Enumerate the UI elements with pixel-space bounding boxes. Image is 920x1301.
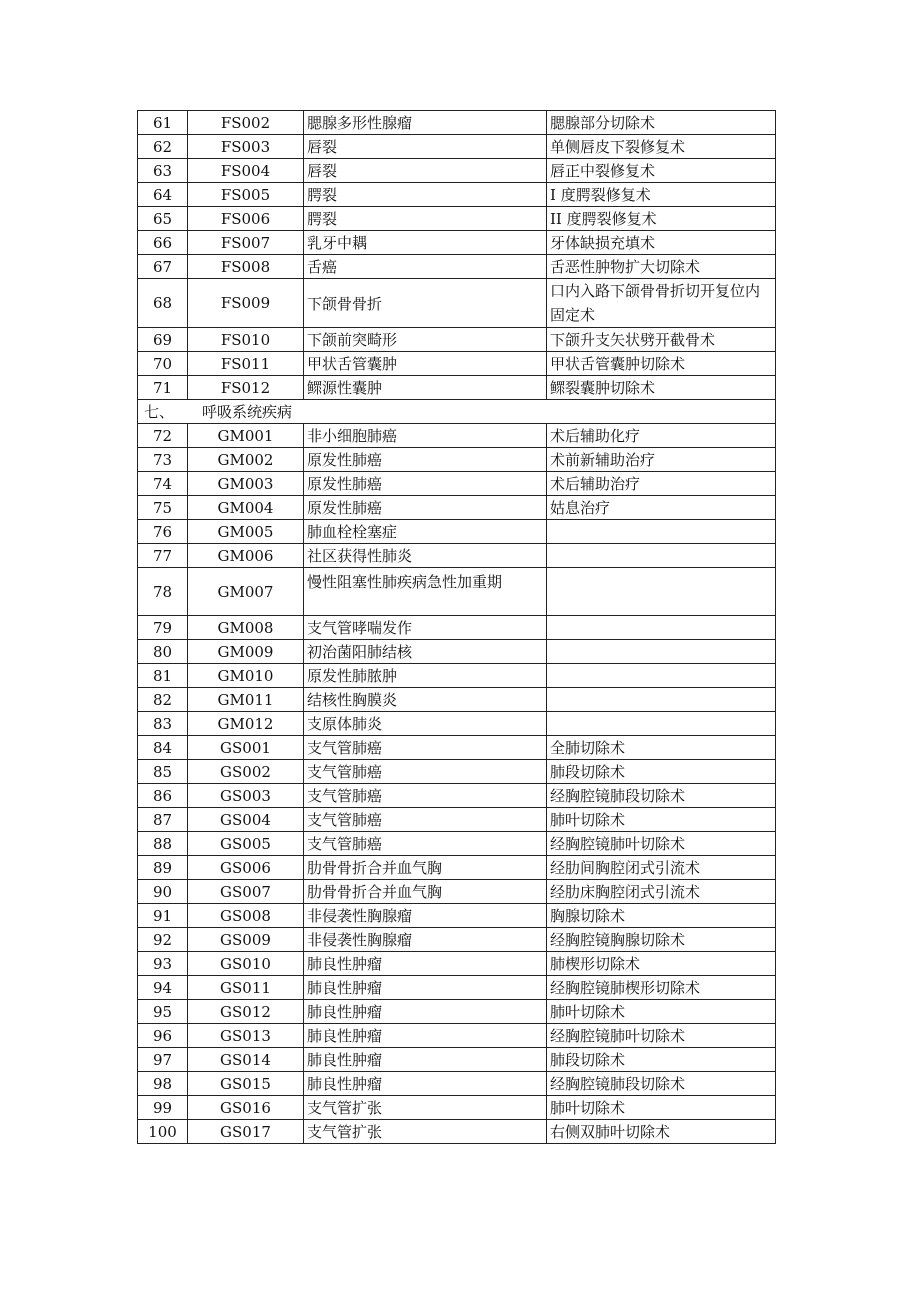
row-procedure: 肺楔形切除术 <box>547 952 776 976</box>
table-row <box>138 1072 776 1096</box>
row-code: GM005 <box>188 520 304 544</box>
row-code: GS013 <box>188 1024 304 1048</box>
row-code: FS012 <box>188 376 304 400</box>
row-number: 87 <box>138 808 188 832</box>
row-procedure: 经肋间胸腔闭式引流术 <box>547 856 776 880</box>
table-row <box>138 496 776 520</box>
table-row <box>138 376 776 400</box>
table-row <box>138 904 776 928</box>
table-row <box>138 880 776 904</box>
row-disease: 肋骨骨折合并血气胸 <box>304 880 547 904</box>
row-number: 67 <box>138 255 188 279</box>
row-procedure: 鳏裂囊肿切除术 <box>547 376 776 400</box>
row-number: 68 <box>138 279 188 328</box>
row-procedure: 术后辅助治疗 <box>547 472 776 496</box>
table-row <box>138 207 776 231</box>
row-disease: 腭裂 <box>304 183 547 207</box>
row-code: GS016 <box>188 1096 304 1120</box>
row-procedure: 肺叶切除术 <box>547 1000 776 1024</box>
row-code: GM002 <box>188 448 304 472</box>
row-number: 70 <box>138 352 188 376</box>
row-disease: 甲状舌管囊肿 <box>304 352 547 376</box>
row-number: 90 <box>138 880 188 904</box>
table-row <box>138 448 776 472</box>
row-procedure: 甲状舌管囊肿切除术 <box>547 352 776 376</box>
row-code: GM008 <box>188 616 304 640</box>
row-procedure: 肺叶切除术 <box>547 808 776 832</box>
row-code: GS008 <box>188 904 304 928</box>
table-row <box>138 784 776 808</box>
row-number: 76 <box>138 520 188 544</box>
row-code: GS007 <box>188 880 304 904</box>
row-number: 97 <box>138 1048 188 1072</box>
row-procedure: 右侧双肺叶切除术 <box>547 1120 776 1144</box>
row-disease: 非小细胞肺癌 <box>304 424 547 448</box>
row-procedure: 单侧唇皮下裂修复术 <box>547 135 776 159</box>
row-disease: 慢性阻塞性肺疾病急性加重期 <box>304 568 547 616</box>
table-row <box>138 760 776 784</box>
row-code: FS006 <box>188 207 304 231</box>
row-disease: 肺良性肿瘤 <box>304 952 547 976</box>
row-disease: 原发性肺脓肿 <box>304 664 547 688</box>
row-disease: 支气管扩张 <box>304 1096 547 1120</box>
row-number: 74 <box>138 472 188 496</box>
row-procedure: II 度腭裂修复术 <box>547 207 776 231</box>
row-disease: 腭裂 <box>304 207 547 231</box>
row-code: FS011 <box>188 352 304 376</box>
section-header-row <box>138 400 776 424</box>
row-number: 64 <box>138 183 188 207</box>
row-procedure: 肺叶切除术 <box>547 1096 776 1120</box>
row-disease: 支气管肺癌 <box>304 784 547 808</box>
row-code: GM010 <box>188 664 304 688</box>
row-procedure: 口内入路下颌骨骨折切开复位内固定术 <box>547 279 776 328</box>
row-code: FS007 <box>188 231 304 255</box>
row-disease: 肺良性肿瘤 <box>304 976 547 1000</box>
row-procedure <box>547 616 776 640</box>
row-code: GS005 <box>188 832 304 856</box>
row-code: FS002 <box>188 111 304 135</box>
row-code: GS014 <box>188 1048 304 1072</box>
row-number: 71 <box>138 376 188 400</box>
table-row <box>138 1120 776 1144</box>
row-code: GS001 <box>188 736 304 760</box>
row-code: FS009 <box>188 279 304 328</box>
row-code: GM007 <box>188 568 304 616</box>
table-row <box>138 952 776 976</box>
table-row <box>138 328 776 352</box>
row-code: FS003 <box>188 135 304 159</box>
row-procedure <box>547 664 776 688</box>
row-disease: 初治菌阳肺结核 <box>304 640 547 664</box>
row-procedure: 腮腺部分切除术 <box>547 111 776 135</box>
row-code: GM011 <box>188 688 304 712</box>
row-procedure: 肺段切除术 <box>547 760 776 784</box>
table-row <box>138 1096 776 1120</box>
row-code: GS010 <box>188 952 304 976</box>
row-number: 62 <box>138 135 188 159</box>
row-code: GS002 <box>188 760 304 784</box>
row-number: 85 <box>138 760 188 784</box>
row-number: 86 <box>138 784 188 808</box>
row-number: 72 <box>138 424 188 448</box>
row-code: FS008 <box>188 255 304 279</box>
row-procedure <box>547 520 776 544</box>
row-disease: 非侵袭性胸腺瘤 <box>304 904 547 928</box>
table-row <box>138 352 776 376</box>
row-procedure: 经胸腔镜肺楔形切除术 <box>547 976 776 1000</box>
row-number: 79 <box>138 616 188 640</box>
table-row <box>138 231 776 255</box>
section-header-cell <box>138 400 776 424</box>
row-code: GS012 <box>188 1000 304 1024</box>
row-disease: 下颌骨骨折 <box>304 279 547 328</box>
table-row <box>138 808 776 832</box>
row-number: 82 <box>138 688 188 712</box>
row-number: 69 <box>138 328 188 352</box>
row-number: 80 <box>138 640 188 664</box>
table-row <box>138 279 776 328</box>
row-procedure: 经肋床胸腔闭式引流术 <box>547 880 776 904</box>
table-row <box>138 1000 776 1024</box>
table-body-part-b <box>138 424 776 1144</box>
row-disease: 鳏源性囊肿 <box>304 376 547 400</box>
row-number: 100 <box>138 1120 188 1144</box>
row-procedure <box>547 688 776 712</box>
row-procedure: 经胸腔镜肺叶切除术 <box>547 832 776 856</box>
section-title: 呼吸系统疾病 <box>202 403 293 421</box>
table-row <box>138 832 776 856</box>
row-procedure: 经胸腔镜胸腺切除术 <box>547 928 776 952</box>
table-row <box>138 664 776 688</box>
row-procedure: 全肺切除术 <box>547 736 776 760</box>
row-disease: 肺良性肿瘤 <box>304 1072 547 1096</box>
row-number: 96 <box>138 1024 188 1048</box>
row-number: 65 <box>138 207 188 231</box>
row-code: GS004 <box>188 808 304 832</box>
row-disease: 唇裂 <box>304 135 547 159</box>
row-number: 78 <box>138 568 188 616</box>
table-row <box>138 640 776 664</box>
row-disease: 肺良性肿瘤 <box>304 1000 547 1024</box>
row-code: GS011 <box>188 976 304 1000</box>
row-disease: 肋骨骨折合并血气胸 <box>304 856 547 880</box>
table-row <box>138 544 776 568</box>
row-procedure: 肺段切除术 <box>547 1048 776 1072</box>
table-row <box>138 159 776 183</box>
table-row <box>138 712 776 736</box>
row-code: GS006 <box>188 856 304 880</box>
row-code: GS003 <box>188 784 304 808</box>
row-procedure: 经胸腔镜肺叶切除术 <box>547 1024 776 1048</box>
row-code: GM009 <box>188 640 304 664</box>
row-disease: 腮腺多形性腺瘤 <box>304 111 547 135</box>
section-number: 七、 <box>144 403 175 421</box>
row-procedure: 牙体缺损充填术 <box>547 231 776 255</box>
row-number: 91 <box>138 904 188 928</box>
row-code: GM012 <box>188 712 304 736</box>
row-code: GS015 <box>188 1072 304 1096</box>
row-number: 81 <box>138 664 188 688</box>
table-row <box>138 1048 776 1072</box>
row-procedure <box>547 568 776 616</box>
table-row <box>138 183 776 207</box>
row-number: 94 <box>138 976 188 1000</box>
row-procedure: 胸腺切除术 <box>547 904 776 928</box>
row-disease: 唇裂 <box>304 159 547 183</box>
disease-procedure-table <box>137 110 776 1144</box>
table-row <box>138 688 776 712</box>
row-disease: 结核性胸膜炎 <box>304 688 547 712</box>
row-procedure: 经胸腔镜肺段切除术 <box>547 1072 776 1096</box>
row-procedure: 术后辅助化疗 <box>547 424 776 448</box>
table-row <box>138 255 776 279</box>
table-row <box>138 472 776 496</box>
row-disease: 支气管哮喘发作 <box>304 616 547 640</box>
row-code: FS004 <box>188 159 304 183</box>
row-number: 83 <box>138 712 188 736</box>
table-row <box>138 856 776 880</box>
row-number: 92 <box>138 928 188 952</box>
table-row <box>138 424 776 448</box>
row-procedure: 经胸腔镜肺段切除术 <box>547 784 776 808</box>
row-disease: 非侵袭性胸腺瘤 <box>304 928 547 952</box>
table-row <box>138 111 776 135</box>
row-number: 88 <box>138 832 188 856</box>
row-disease: 支气管扩张 <box>304 1120 547 1144</box>
row-procedure <box>547 712 776 736</box>
row-procedure: 舌恶性肿物扩大切除术 <box>547 255 776 279</box>
row-number: 75 <box>138 496 188 520</box>
row-number: 98 <box>138 1072 188 1096</box>
row-disease: 原发性肺癌 <box>304 448 547 472</box>
row-procedure: 唇正中裂修复术 <box>547 159 776 183</box>
table-row <box>138 1024 776 1048</box>
row-disease: 乳牙中耦 <box>304 231 547 255</box>
row-code: GS009 <box>188 928 304 952</box>
row-disease: 下颌前突畸形 <box>304 328 547 352</box>
row-disease: 支气管肺癌 <box>304 808 547 832</box>
row-code: GM006 <box>188 544 304 568</box>
row-disease: 支气管肺癌 <box>304 760 547 784</box>
row-procedure <box>547 544 776 568</box>
table-row <box>138 135 776 159</box>
row-code: GS017 <box>188 1120 304 1144</box>
row-number: 93 <box>138 952 188 976</box>
row-number: 95 <box>138 1000 188 1024</box>
table-row <box>138 736 776 760</box>
row-code: GM001 <box>188 424 304 448</box>
row-number: 73 <box>138 448 188 472</box>
row-disease: 原发性肺癌 <box>304 496 547 520</box>
row-number: 61 <box>138 111 188 135</box>
row-disease: 支气管肺癌 <box>304 832 547 856</box>
row-disease: 支气管肺癌 <box>304 736 547 760</box>
row-procedure <box>547 640 776 664</box>
row-disease: 社区获得性肺炎 <box>304 544 547 568</box>
row-procedure: 下颌升支矢状劈开截骨术 <box>547 328 776 352</box>
table-row <box>138 520 776 544</box>
row-disease: 原发性肺癌 <box>304 472 547 496</box>
row-code: FS005 <box>188 183 304 207</box>
row-disease: 支原体肺炎 <box>304 712 547 736</box>
table-row <box>138 568 776 616</box>
row-number: 77 <box>138 544 188 568</box>
row-number: 63 <box>138 159 188 183</box>
row-disease: 肺血栓栓塞症 <box>304 520 547 544</box>
row-disease: 舌癌 <box>304 255 547 279</box>
table-body-part-a <box>138 111 776 400</box>
table-row <box>138 976 776 1000</box>
row-procedure: 姑息治疗 <box>547 496 776 520</box>
table-row <box>138 616 776 640</box>
row-code: GM004 <box>188 496 304 520</box>
row-number: 99 <box>138 1096 188 1120</box>
section-header-body <box>138 400 776 424</box>
row-code: FS010 <box>188 328 304 352</box>
table-row <box>138 928 776 952</box>
row-number: 66 <box>138 231 188 255</box>
row-procedure: I 度腭裂修复术 <box>547 183 776 207</box>
row-number: 89 <box>138 856 188 880</box>
row-code: GM003 <box>188 472 304 496</box>
row-number: 84 <box>138 736 188 760</box>
row-procedure: 术前新辅助治疗 <box>547 448 776 472</box>
row-disease: 肺良性肿瘤 <box>304 1024 547 1048</box>
row-disease: 肺良性肿瘤 <box>304 1048 547 1072</box>
